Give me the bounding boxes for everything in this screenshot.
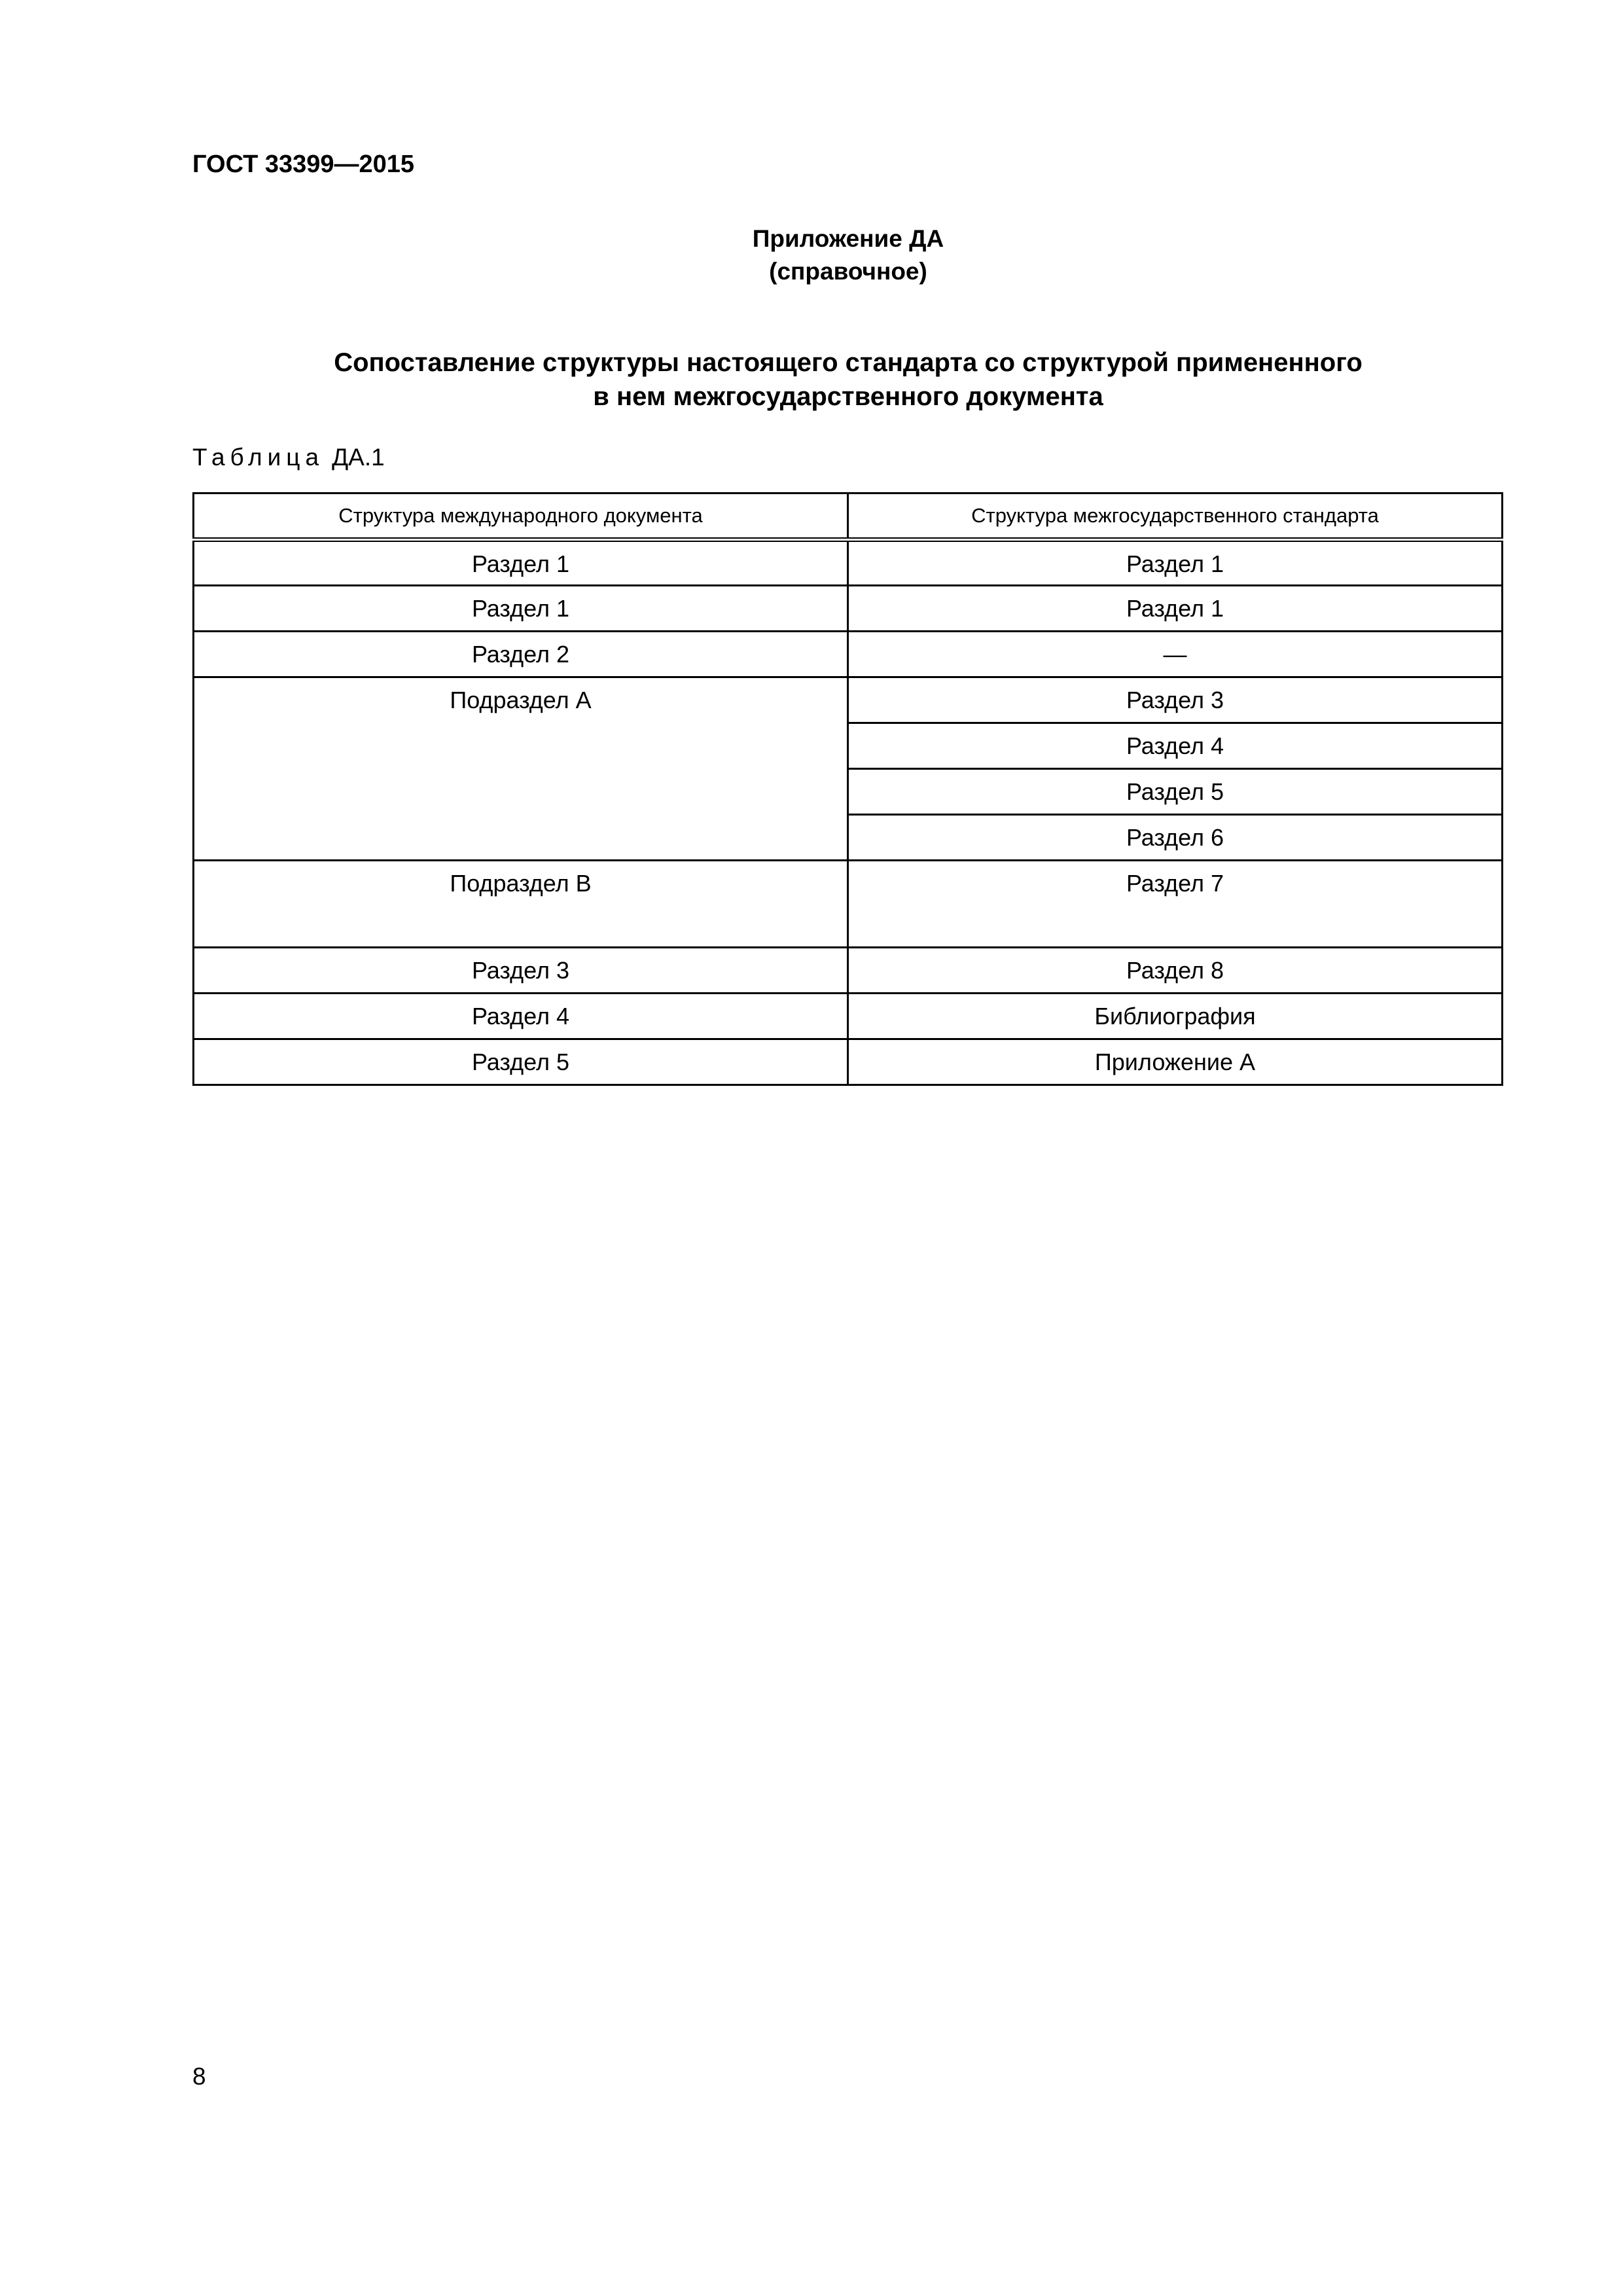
table-row	[194, 1039, 1503, 1085]
document-code: ГОСТ 33399—2015	[192, 151, 415, 178]
cell-interstate: Раздел 1	[848, 540, 1503, 586]
table-row	[194, 948, 1503, 994]
annex-title: Приложение ДА	[752, 225, 944, 252]
column-header-interstate: Структура межгосударственного стандарта	[848, 493, 1503, 540]
cell-interstate: Раздел 3	[848, 677, 1503, 723]
table-header-row	[194, 493, 1503, 540]
cell-interstate: Раздел 4	[848, 723, 1503, 769]
table-caption-word: Таблица	[192, 444, 325, 471]
section-heading-line-2: в нем межгосударственного документа	[593, 382, 1103, 411]
table-row	[194, 861, 1503, 948]
cell-international: Раздел 5	[194, 1039, 848, 1085]
cell-interstate: —	[848, 632, 1503, 677]
cell-interstate: Раздел 1	[848, 586, 1503, 632]
column-header-international: Структура международного документа	[194, 493, 848, 540]
cell-interstate: Раздел 5	[848, 769, 1503, 815]
cell-international: Раздел 4	[194, 994, 848, 1039]
cell-international-merged: Подраздел А	[194, 677, 848, 861]
cell-international: Подраздел В	[194, 861, 848, 948]
comparison-table	[192, 492, 1503, 1086]
cell-international: Раздел 1	[194, 586, 848, 632]
cell-interstate: Библиография	[848, 994, 1503, 1039]
table-row	[194, 632, 1503, 677]
cell-interstate: Раздел 6	[848, 815, 1503, 861]
table-caption-number: ДА.1	[332, 444, 385, 471]
cell-interstate: Приложение А	[848, 1039, 1503, 1085]
table-row	[194, 677, 1503, 723]
cell-international: Раздел 1	[194, 540, 848, 586]
table-row	[194, 994, 1503, 1039]
cell-international: Раздел 3	[194, 948, 848, 994]
cell-international: Раздел 2	[194, 632, 848, 677]
table-caption	[192, 442, 385, 473]
table-row	[194, 540, 1503, 586]
section-heading-line-1: Сопоставление структуры настоящего стандарта со структурой примененного	[334, 348, 1363, 377]
annex-status: (справочное)	[769, 258, 927, 285]
cell-interstate: Раздел 8	[848, 948, 1503, 994]
page-number: 8	[192, 2063, 206, 2090]
cell-interstate: Раздел 7	[848, 861, 1503, 948]
table-row	[194, 586, 1503, 632]
